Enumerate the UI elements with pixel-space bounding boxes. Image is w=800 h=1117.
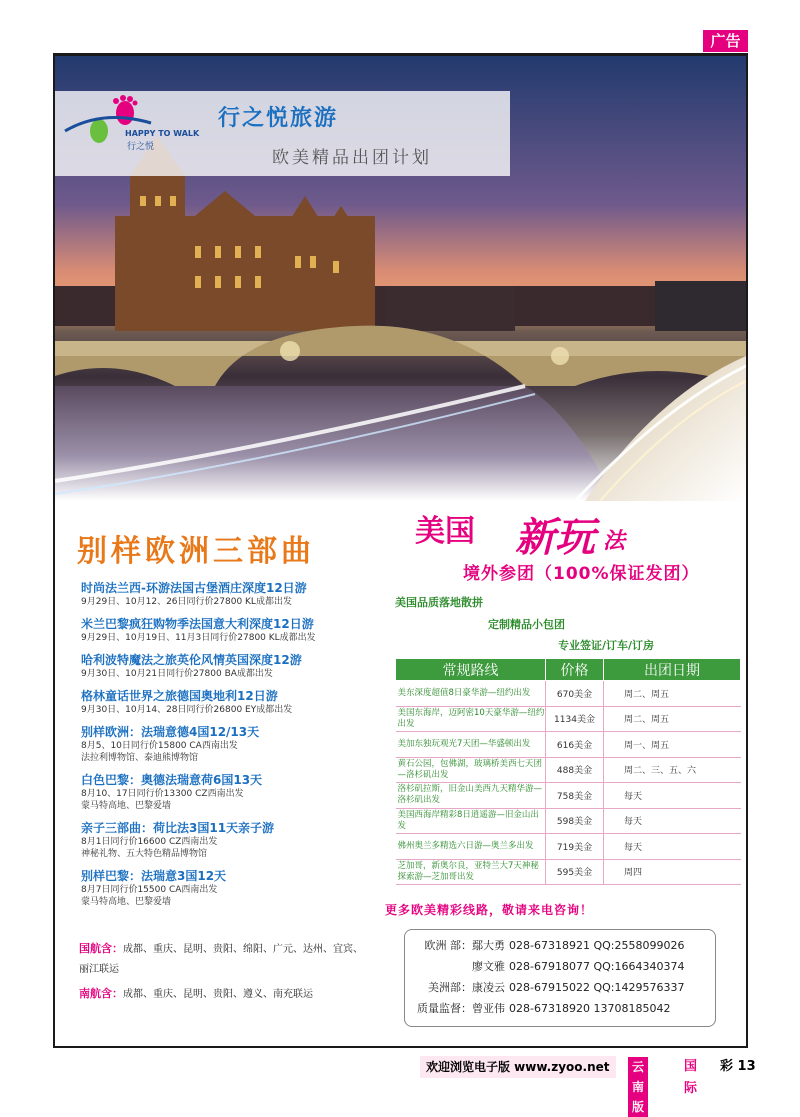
route-cell: 美国东海岸，迈阿密10天豪华游—纽约出发 [396, 706, 546, 732]
usa-feature: 美国品质落地散拼 [395, 596, 483, 609]
contact-qq: QQ:1664340374 [593, 960, 685, 973]
brand-banner [55, 91, 510, 176]
tour-highlight: 蒙马特高地、巴黎爱墙 [81, 897, 172, 907]
contact-phone: 028-67915022 [509, 981, 590, 994]
table-row [396, 859, 741, 885]
tour-highlight: 神秘礼物、五大特色精品博物馆 [81, 849, 208, 859]
tour-detail: 8月7日同行价15500 CA西南出发 [81, 885, 218, 895]
tour-detail: 8月5、10日同行价15800 CA西南出发 [81, 741, 238, 751]
europe-tour-item [81, 581, 381, 608]
price-cell: 616美金 [546, 732, 604, 758]
europe-tour-item [81, 821, 381, 860]
usa-title-tail: 法 [603, 529, 626, 554]
table-row [396, 706, 741, 732]
contact-qq: QQ:2558099026 [593, 939, 685, 952]
usa-subtitle: 境外参团（100%保证发团） [463, 564, 700, 584]
table-row [396, 681, 741, 707]
table-row [396, 783, 741, 809]
tour-title: 时尚法兰西-环游法国古堡酒庄深度12日游 [81, 581, 307, 595]
europe-tour-item [81, 869, 381, 908]
europe-title: 别样欧洲三部曲 [77, 534, 315, 569]
price-cell: 758美金 [546, 783, 604, 809]
tour-highlight: 法拉利博物馆、泰迪熊博物馆 [81, 753, 199, 763]
price-cell: 488美金 [546, 757, 604, 783]
contact-name: 美洲部：康凌云 [428, 981, 505, 994]
tour-title: 格林童话世界之旅德国奥地利12日游 [81, 689, 278, 703]
contact-name: 质量监督：曾亚伟 [417, 1002, 505, 1015]
tour-detail: 9月29日、10月12、26日同行价27800 KL成都出发 [81, 597, 292, 607]
route-cell: 芝加哥，新奥尔良，亚特兰大7天神秘探索游—芝加哥出发 [396, 859, 546, 885]
tour-detail: 8月10、17日同行价13300 CZ西南出发 [81, 789, 244, 799]
tour-detail: 9月29日、10月19日、11月3日同行价27800 KL成都出发 [81, 633, 316, 643]
contact-line [413, 998, 707, 1019]
column-header-route: 常规路线 [396, 659, 546, 681]
hero-photo [55, 56, 746, 501]
date-cell: 每天 [604, 808, 741, 834]
brand-name: 行之悦旅游 [218, 106, 339, 131]
price-cell: 595美金 [546, 859, 604, 885]
route-cell: 美国西海岸精彩8日逍遥游—旧金山出发 [396, 808, 546, 834]
contact-line [413, 956, 707, 977]
price-cell: 598美金 [546, 808, 604, 834]
page-number: 彩 13 [720, 1059, 756, 1074]
usa-title-highlight: 新玩 [515, 515, 595, 561]
contact-phone: 028-67318920 [509, 1002, 590, 1015]
contact-qq: 13708185042 [593, 1002, 671, 1015]
contact-name: 廖文雅 [472, 960, 505, 973]
contact-name: 欧洲 部：鄢大勇 [424, 939, 505, 952]
more-routes-note: 更多欧美精彩线路，敬请来电咨询！ [385, 903, 594, 917]
europe-tour-item [81, 725, 381, 764]
air-china-connections [79, 939, 369, 980]
usa-feature: 专业签证/订车/订房 [558, 639, 655, 652]
date-cell: 周一、周五 [604, 732, 741, 758]
tour-highlight: 蒙马特高地、巴黎爱墙 [81, 801, 172, 811]
footer-region: 云南版 [628, 1057, 648, 1117]
tour-title: 别样巴黎：法瑞意3国12天 [81, 869, 227, 883]
tour-detail: 9月30日、10月14、28日同行价26800 EY成都出发 [81, 705, 293, 715]
contact-line [413, 935, 707, 956]
logo-chinese: 行之悦 [127, 142, 155, 152]
usa-title: 美国 [415, 514, 475, 549]
route-cell: 美加东独玩观光7天团—华盛顿出发 [396, 732, 546, 758]
footer-section: 国际 [684, 1059, 698, 1096]
tour-detail: 9月30日、10月21日同行价27800 BA成都出发 [81, 669, 273, 679]
column-header-date: 出团日期 [604, 659, 741, 681]
price-cell: 719美金 [546, 834, 604, 860]
usa-route-table [395, 658, 741, 885]
contact-qq: QQ:1429576337 [593, 981, 685, 994]
tour-title: 别样欧洲：法瑞意德4国12/13天 [81, 725, 260, 739]
brand-subtitle: 欧美精品出团计划 [272, 148, 432, 168]
date-cell: 每天 [604, 834, 741, 860]
price-cell: 670美金 [546, 681, 604, 707]
usa-feature: 定制精品小包团 [488, 618, 565, 631]
column-header-price: 价格 [546, 659, 604, 681]
tour-title: 哈利波特魔法之旅英伦风情英国深度12游 [81, 653, 302, 667]
date-cell: 周四 [604, 859, 741, 885]
contact-line [413, 977, 707, 998]
advert-frame [53, 53, 748, 1048]
table-header-row [396, 659, 741, 681]
date-cell: 每天 [604, 783, 741, 809]
europe-tour-item [81, 689, 381, 716]
airline-cities: 成都、重庆、昆明、贵阳、遵义、南充联运 [123, 989, 313, 1000]
table-row [396, 757, 741, 783]
airline-cities: 成都、重庆、昆明、贵阳、绵阳、广元、达州、宜宾、丽江联运 [79, 944, 363, 975]
date-cell: 周二、三、五、六 [604, 757, 741, 783]
logo-english: HAPPY TO WALK [125, 129, 200, 138]
europe-tour-item [81, 617, 381, 644]
china-southern-connections [79, 984, 369, 1005]
date-cell: 周二、周五 [604, 681, 741, 707]
europe-tour-item [81, 773, 381, 812]
tour-detail: 8月1日同行价16600 CZ西南出发 [81, 837, 218, 847]
airline-label: 国航含： [79, 942, 123, 955]
footer-welcome: 欢迎浏览电子版 www.zyoo.net [420, 1056, 616, 1078]
ad-tag: 广告 [703, 30, 748, 52]
route-cell: 黄石公园，包佛湖，玻璃桥美西七天团—洛杉矶出发 [396, 757, 546, 783]
europe-tour-list [81, 581, 381, 917]
airline-label: 南航含： [79, 987, 123, 1000]
tour-title: 亲子三部曲：荷比法3国11天亲子游 [81, 821, 275, 835]
date-cell: 周二、周五 [604, 706, 741, 732]
table-row [396, 808, 741, 834]
table-row [396, 834, 741, 860]
route-cell: 洛杉矶拉斯，旧金山美西九天精华游—洛杉矶出发 [396, 783, 546, 809]
tour-title: 白色巴黎：奥德法瑞意荷6国13天 [81, 773, 263, 787]
contact-box [404, 929, 716, 1027]
route-cell: 佛州奥兰多精选六日游—奥兰多出发 [396, 834, 546, 860]
table-row [396, 732, 741, 758]
price-cell: 1134美金 [546, 706, 604, 732]
contact-phone: 028-67318921 [509, 939, 590, 952]
contact-phone: 028-67918077 [509, 960, 590, 973]
tour-title: 米兰巴黎疯狂购物季法国意大利深度12日游 [81, 617, 314, 631]
europe-tour-item [81, 653, 381, 680]
route-cell: 美东深度超值8日豪华游—纽约出发 [396, 681, 546, 707]
